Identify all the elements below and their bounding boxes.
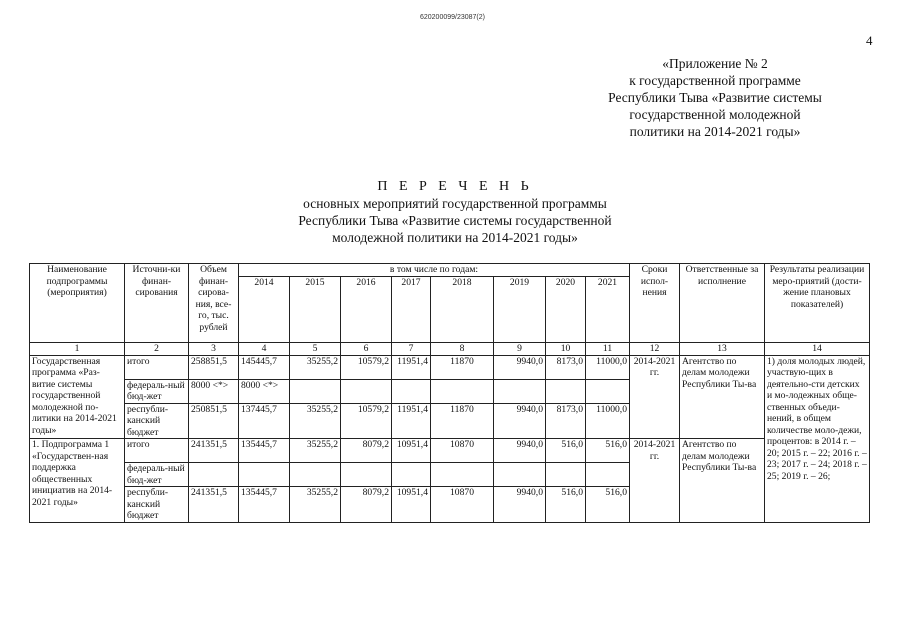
- funding-year-value: [392, 463, 431, 487]
- title-line: молодежной политики на 2014-2021 годы»: [332, 230, 578, 245]
- funding-year-value: 8173,0: [546, 355, 586, 379]
- funding-year-value: [546, 463, 586, 487]
- table-row: [30, 439, 870, 463]
- funding-year-value: 35255,2: [290, 487, 341, 523]
- document-title: [160, 178, 750, 246]
- table-row: [30, 355, 870, 379]
- funding-year-value: [546, 379, 586, 403]
- document-id: 620200099/23087(2): [419, 14, 485, 21]
- column-number: 13: [680, 343, 765, 356]
- column-number: 10: [546, 343, 586, 356]
- column-number: 11: [586, 343, 630, 356]
- header-name: Наименование подпрограммы (мероприятия): [30, 264, 125, 343]
- title-line: основных мероприятий государственной программы: [303, 196, 607, 211]
- column-number: 12: [630, 343, 680, 356]
- header-source: Источни-ки финан-сирования: [125, 264, 189, 343]
- funding-year-value: 137445,7: [239, 403, 290, 439]
- funding-source: федераль-ный бюд-жет: [125, 379, 189, 403]
- funding-year-value: 35255,2: [290, 439, 341, 463]
- funding-year-value: 35255,2: [290, 403, 341, 439]
- appendix-line: Республики Тыва «Развитие системы: [608, 90, 822, 105]
- funding-total: 8000 <*>: [189, 379, 239, 403]
- funding-year-value: [494, 463, 546, 487]
- funding-year-value: 9940,0: [494, 487, 546, 523]
- funding-year-value: 10579,2: [341, 403, 392, 439]
- funding-year-value: 516,0: [586, 487, 630, 523]
- funding-source: федераль-ный бюд-жет: [125, 463, 189, 487]
- funding-total: 241351,5: [189, 439, 239, 463]
- funding-source: республи-канский бюджет: [125, 487, 189, 523]
- column-number: 8: [431, 343, 494, 356]
- header-year: 2019: [494, 277, 546, 343]
- funding-year-value: 10951,4: [392, 439, 431, 463]
- funding-year-value: [586, 379, 630, 403]
- appendix-line: «Приложение № 2: [662, 56, 768, 71]
- program-name: Государственная программа «Раз-витие системы государственной молодежной по-литики на 2014-2021 годы»: [30, 355, 125, 439]
- funding-year-value: [494, 379, 546, 403]
- header-deadline: Сроки испол-нения: [630, 264, 680, 343]
- funding-year-value: 516,0: [546, 487, 586, 523]
- funding-year-value: 10951,4: [392, 487, 431, 523]
- funding-year-value: 9940,0: [494, 439, 546, 463]
- header-responsible: Ответственные за исполнение: [680, 264, 765, 343]
- subprogram-name: 1. Подпрограмма 1 «Государствен-ная поддержка общественных инициатив на 2014-2021 годы»: [30, 439, 125, 523]
- funding-year-value: [341, 379, 392, 403]
- header-year: 2016: [341, 277, 392, 343]
- funding-year-value: 135445,7: [239, 439, 290, 463]
- page-number: 4: [866, 33, 873, 48]
- funding-year-value: 8079,2: [341, 439, 392, 463]
- funding-total: [189, 463, 239, 487]
- funding-year-value: 145445,7: [239, 355, 290, 379]
- funding-year-value: [239, 463, 290, 487]
- funding-year-value: [431, 379, 494, 403]
- funding-year-value: 8173,0: [546, 403, 586, 439]
- header-volume: Объем финан-сирова-ния, все-го, тыс. рублей: [189, 264, 239, 343]
- funding-year-value: [341, 463, 392, 487]
- column-number: 9: [494, 343, 546, 356]
- measures-table: [29, 263, 870, 523]
- funding-year-value: 516,0: [586, 439, 630, 463]
- funding-total: 258851,5: [189, 355, 239, 379]
- funding-year-value: [392, 379, 431, 403]
- deadline: 2014-2021 гг.: [630, 355, 680, 439]
- column-number: 14: [765, 343, 870, 356]
- funding-year-value: [431, 463, 494, 487]
- funding-year-value: 8000 <*>: [239, 379, 290, 403]
- responsible: Агентство по делам молодежи Республики Ты-ва: [680, 355, 765, 439]
- funding-total: 241351,5: [189, 487, 239, 523]
- funding-year-value: 135445,7: [239, 487, 290, 523]
- funding-year-value: [290, 463, 341, 487]
- appendix-line: к государственной программе: [629, 73, 801, 88]
- column-number: 6: [341, 343, 392, 356]
- funding-source: итого: [125, 355, 189, 379]
- funding-year-value: 11000,0: [586, 403, 630, 439]
- funding-year-value: 516,0: [546, 439, 586, 463]
- funding-year-value: 11951,4: [392, 403, 431, 439]
- header-by-years: в том числе по годам:: [239, 264, 630, 277]
- column-number: 1: [30, 343, 125, 356]
- deadline: 2014-2021 гг.: [630, 439, 680, 523]
- column-number: 4: [239, 343, 290, 356]
- responsible: Агентство по делам молодежи Республики Ты-ва: [680, 439, 765, 523]
- funding-year-value: 10579,2: [341, 355, 392, 379]
- funding-year-value: 10870: [431, 487, 494, 523]
- header-year: 2020: [546, 277, 586, 343]
- funding-year-value: 11870: [431, 355, 494, 379]
- appendix-line: политики на 2014-2021 годы»: [629, 124, 801, 139]
- appendix-header: [560, 55, 870, 140]
- funding-year-value: 9940,0: [494, 355, 546, 379]
- funding-year-value: 11951,4: [392, 355, 431, 379]
- results: 1) доля молодых людей, участвую-щих в деятельно-сти детских и мо-лодежных обще-ственных объеди-нений, в общем количестве моло-дежи, процентов: в 2014 г. – 20; 2015 г. – 22; 2016 г. – 23; 2017 г. – 24; 2018 г. – 25; 2019 г. – 26;: [765, 355, 870, 522]
- column-number: 3: [189, 343, 239, 356]
- column-number: 2: [125, 343, 189, 356]
- funding-year-value: 10870: [431, 439, 494, 463]
- title-heading: П Е Р Е Ч Е Н Ь: [377, 179, 533, 194]
- funding-year-value: 9940,0: [494, 403, 546, 439]
- funding-source: итого: [125, 439, 189, 463]
- funding-year-value: 11000,0: [586, 355, 630, 379]
- funding-source: республи-канский бюджет: [125, 403, 189, 439]
- header-year: 2021: [586, 277, 630, 343]
- funding-year-value: 11870: [431, 403, 494, 439]
- funding-year-value: 8079,2: [341, 487, 392, 523]
- funding-year-value: [586, 463, 630, 487]
- header-year: 2018: [431, 277, 494, 343]
- header-year: 2015: [290, 277, 341, 343]
- header-year: 2014: [239, 277, 290, 343]
- funding-year-value: [290, 379, 341, 403]
- appendix-line: государственной молодежной: [629, 107, 801, 122]
- funding-total: 250851,5: [189, 403, 239, 439]
- title-line: Республики Тыва «Развитие системы государственной: [298, 213, 612, 228]
- column-number: 7: [392, 343, 431, 356]
- column-number: 5: [290, 343, 341, 356]
- header-results: Результаты реализации меро-приятий (дости-жение плановых показателей): [765, 264, 870, 343]
- funding-year-value: 35255,2: [290, 355, 341, 379]
- header-year: 2017: [392, 277, 431, 343]
